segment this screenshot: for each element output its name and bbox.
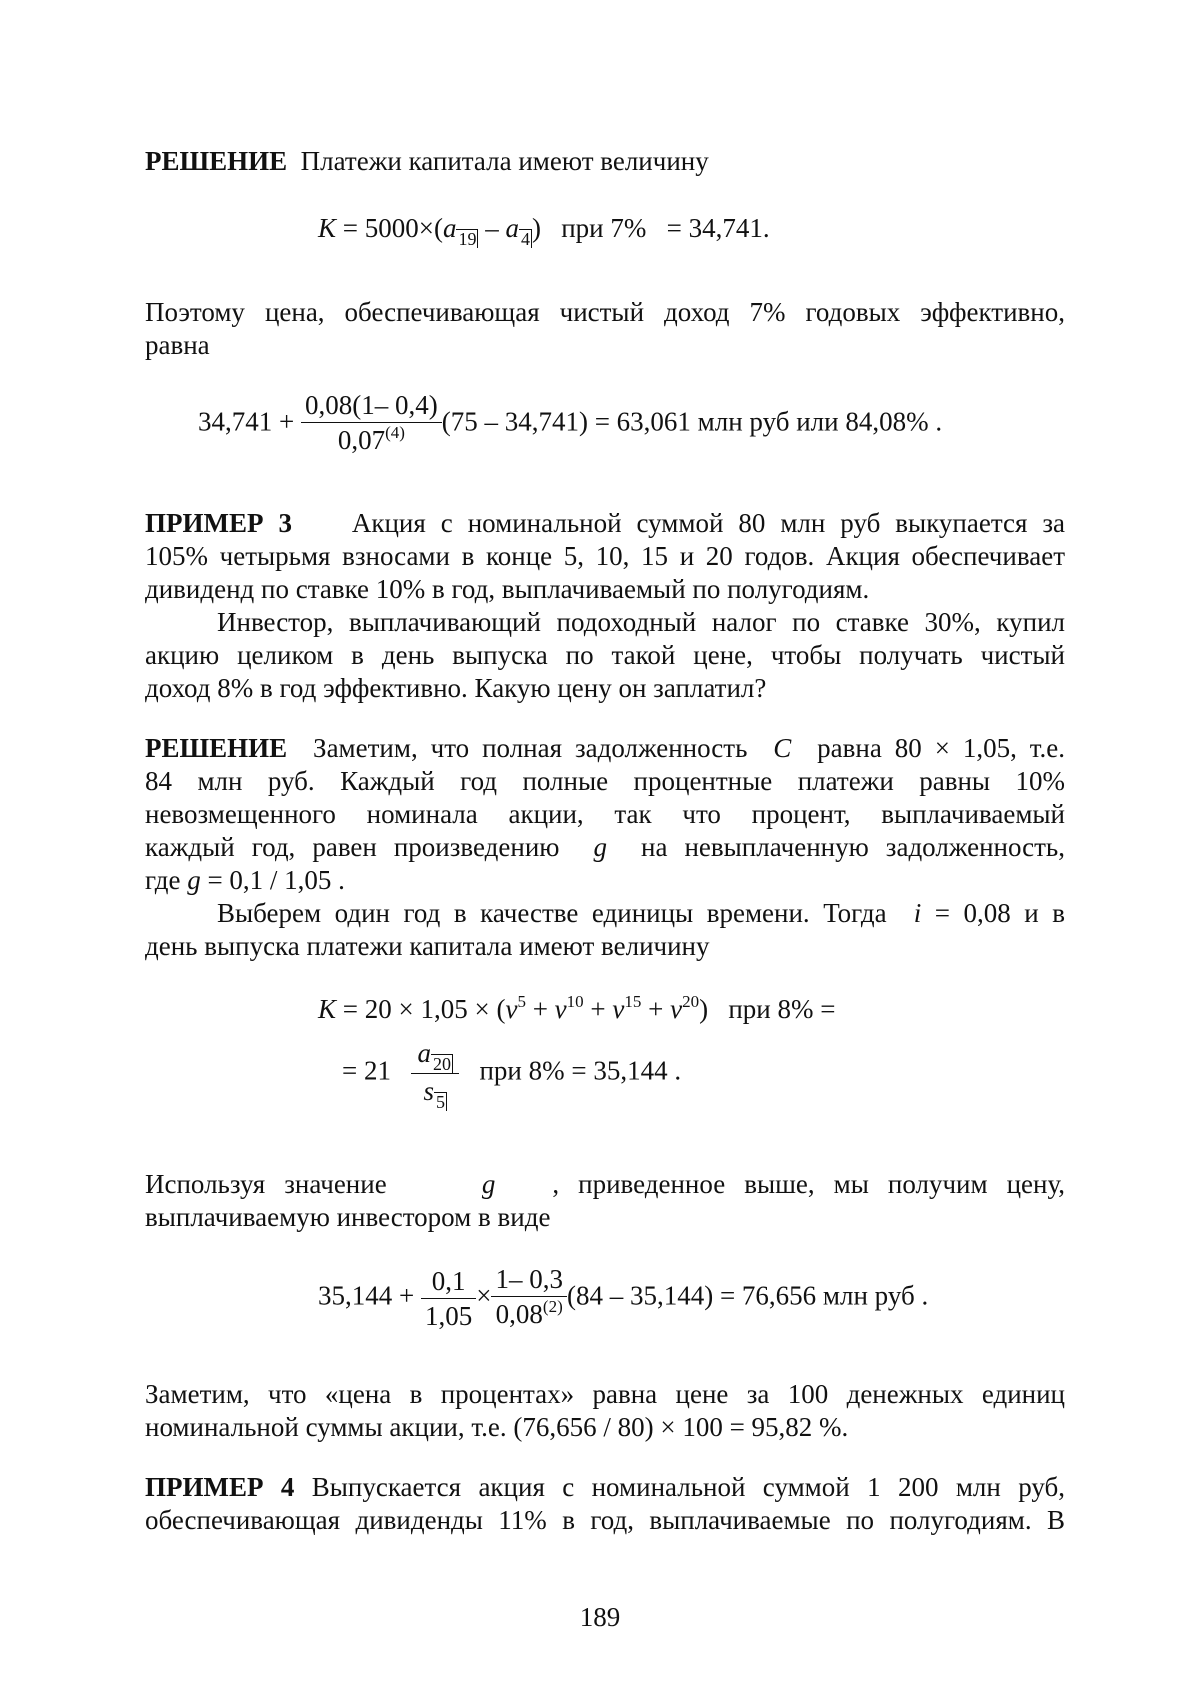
example-4-paragraph: ПРИМЕР 4 Выпускается акция с номинальной суммой 1 200 млн руб, обеспечивающая дивиденды 11% в год, выплачиваемые по полугодиям. В: [145, 1472, 1066, 1535]
annuity-index: 19: [458, 229, 477, 249]
investor-price-paragraph: Используя значение g , приведенное выше, мы получим цену, выплачиваемую инвестором в виде: [145, 1169, 1066, 1232]
fraction: $\frac{1- 0,3}{0,08^{(2)}}$: [491, 1262, 567, 1335]
solution-paragraph-2: РЕШЕНИЕ Заметим, что полная задолженность C равна 80 × 1,05, т.е. 84 млн руб. Каждый год полные процентные платежи равны 10% невозмещенного номинала акции, так что процент, выплачиваемый каждый год, равен произведению g на невыплаченную задолженность, где g = 0,1 / 1,05 . Выберем один год в качестве единицы времени. Тогда i = 0,08 и в день выпуска платежи капитала имеют величину: [145, 733, 1066, 961]
price-paragraph: Поэтому цена, обеспечивающая чистый доход 7% годовых эффективно, равна: [145, 297, 1065, 360]
solution-paragraph-1: [145, 145, 1065, 178]
equation-capital-payments-2-row2: = 21 $\frac{a _{20}}{s _5}$ при 8% = 35,144 .: [342, 1038, 682, 1112]
fraction: $\frac{0,08(1- 0,4)}{0,07^{(4)}}$: [301, 388, 442, 461]
equation-capital-payments: K = 5000×(a $_{19}$ – a $_4$) при 7% = 34,741.: [318, 213, 770, 249]
solution-heading: РЕШЕНИЕ: [145, 146, 288, 176]
annuity-index: 5: [435, 1092, 445, 1112]
example-3-paragraph: ПРИМЕР 3 Акция с номинальной суммой 80 млн руб выкупается за 105% четырьмя взносами в конце 5, 10, 15 и 20 годов. Акция обеспечивает дивиденд по ставке 10% в год, выплачиваемый по полугодиям. Инвестор, выплачивающий подоходный налог по ставке 30%, купил акцию целиком в день выпуска по такой цене, чтобы получать чистый доход 8% в год эффективно. Какую цену он заплатил?: [145, 508, 1065, 703]
fraction: $\frac{0,1}{1,05}$: [421, 1264, 476, 1333]
page-number: 189: [579, 1602, 621, 1632]
solution-heading: РЕШЕНИЕ: [145, 733, 288, 763]
example-heading: ПРИМЕР 4: [145, 1472, 295, 1502]
text-line: Платежи капитала имеют величину: [300, 146, 709, 176]
annuity-index: 4: [520, 229, 530, 249]
percent-price-paragraph: Заметим, что «цена в процентах» равна цене за 100 денежных единиц номинальной суммы акции, т.е. (76,656 / 80) × 100 = 95,82 %.: [145, 1379, 1065, 1442]
equation-investor-price: 35,144 + $\frac{0,1}{1,05}$ × $\frac{1- 0,3}{0,08^{(2)}}$ (84 – 35,144) = 76,656 млн руб .: [318, 1262, 928, 1335]
annuity-index: 20: [432, 1054, 451, 1074]
fraction: $\frac{a _{20}}{s _5}$: [411, 1036, 459, 1111]
equation-capital-payments-2: $K = 20 \times 1,05 \times (v^5 + v^{10} + v^{15} + v^{20})$ при 8% =: [318, 992, 836, 1024]
equation-price: 34,741 + $\frac{0,08(1- 0,4)}{0,07^{(4)}}$ (75 – 34,741) = 63,061 млн руб или 84,08% .: [198, 388, 942, 461]
example-heading: ПРИМЕР 3: [145, 508, 292, 538]
